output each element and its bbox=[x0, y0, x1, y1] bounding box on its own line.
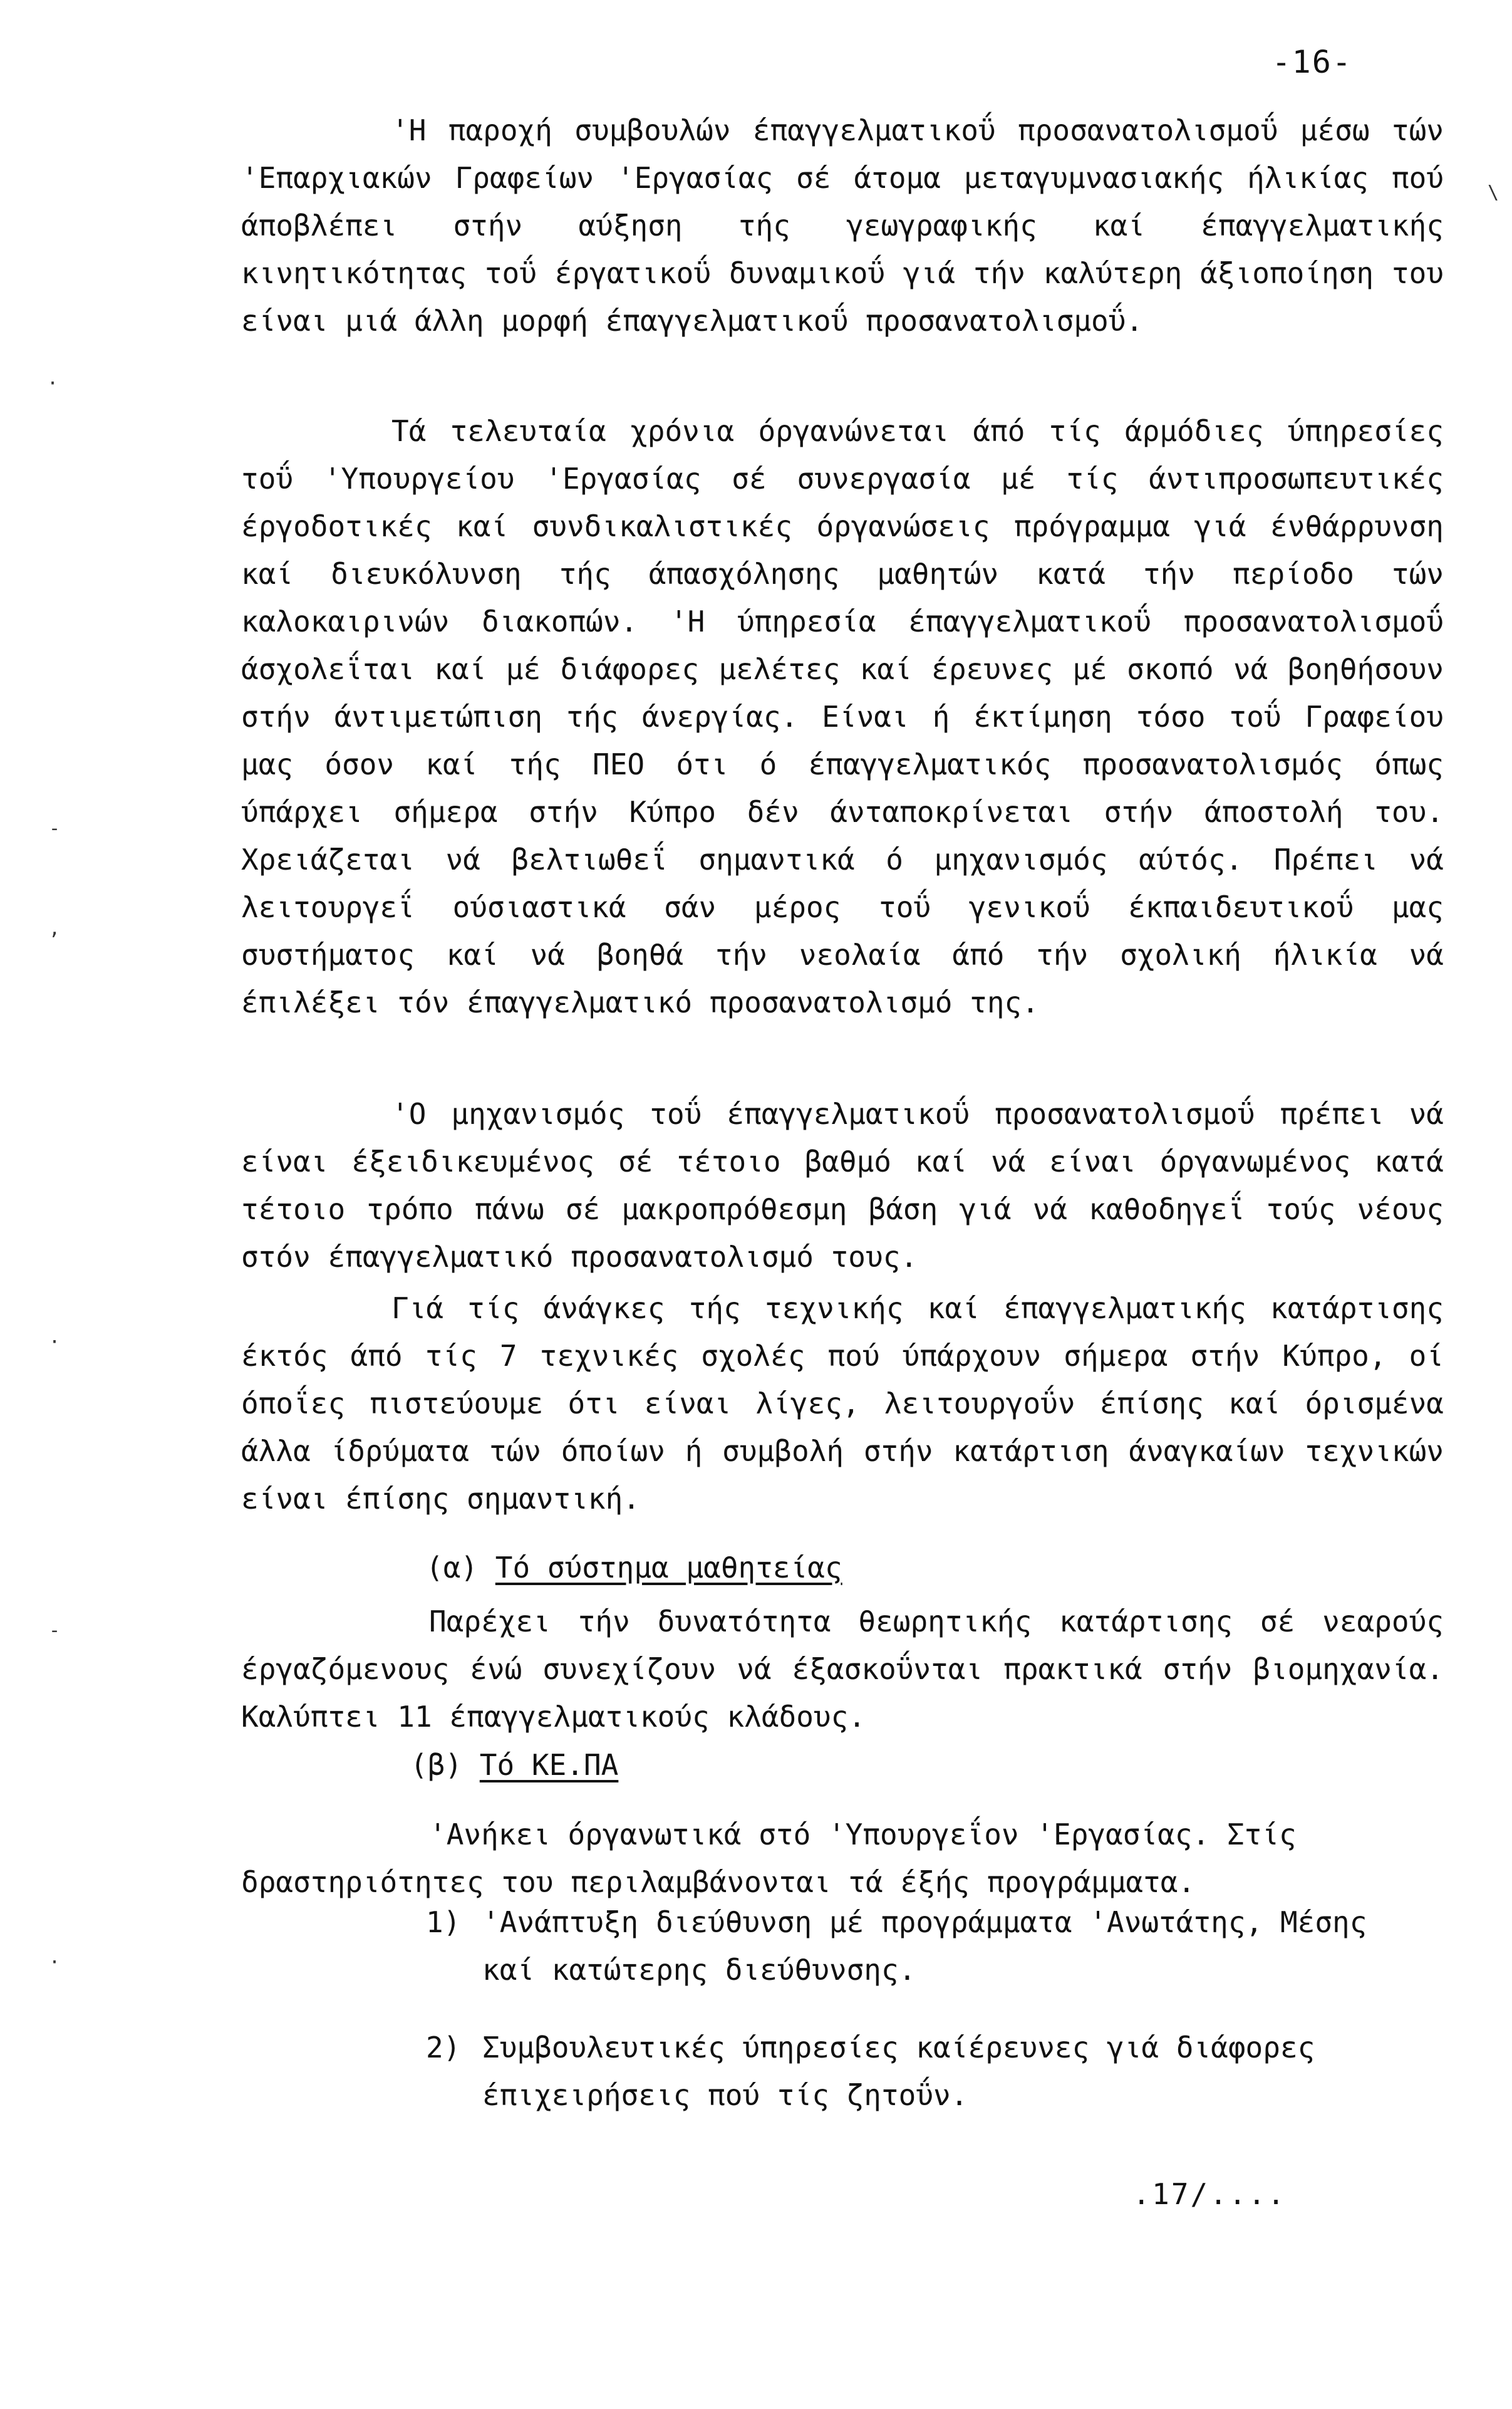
scan-speck: - bbox=[49, 1620, 61, 1642]
paragraph-1: 'Η παροχή συμβουλών έπαγγελματικοΰ προσανατολισμοΰ μέσω τών 'Επαρχιακών Γραφείων 'Εργασίας σέ άτομα μεταγυμνασιακής ήλικίας πού άποβλέπει στήν αύξηση τής γεωγραφικής καί έπαγγελματικής κινητικότητας τοΰ έργατικοΰ δυναμικοΰ γιά τήν καλύτερη άξιοποίηση του είναι μιά άλλη μορφή έπαγγελματικοΰ προσανατολισμοΰ. bbox=[241, 113, 1444, 338]
list-item bbox=[426, 1898, 1390, 1994]
section-a-marker: (α) bbox=[426, 1551, 479, 1584]
scan-speck: - bbox=[49, 818, 61, 840]
section-a-heading bbox=[426, 1551, 842, 1584]
section-a-body: Παρέχει τήν δυνατότητα θεωρητικής κατάρτισης σέ νεαρούς έργαζόμενους ένώ συνεχίζουν νά έξασκοΰνται πρακτικά στήν βιομηχανία. Καλύπτει 11 έπαγγελματικούς κλάδους. bbox=[241, 1605, 1444, 1734]
scan-speck: , bbox=[49, 918, 61, 940]
section-b-heading bbox=[410, 1748, 618, 1782]
list-item-text: Συμβουλευτικές ύπηρεσίες καίέρευνες γιά διάφορες έπιχειρήσεις πού τίς ζητοΰν. bbox=[482, 2031, 1315, 2112]
scan-speck: \ bbox=[1488, 182, 1499, 204]
scan-speck: · bbox=[47, 373, 59, 395]
section-b-title: Τό ΚΕ.ΠΑ bbox=[479, 1748, 619, 1782]
list-item-text: 'Ανάπτυξη διεύθυνση μέ προγράμματα 'Ανωτάτης, Μέσης καί κατώτερης διεύθυνσης. bbox=[482, 1905, 1367, 1987]
scan-speck: · bbox=[49, 1331, 61, 1353]
continuation-marker: .17/.... bbox=[1132, 2177, 1287, 2211]
scan-speck: · bbox=[49, 1952, 61, 1974]
list-item-number: 1) bbox=[426, 1905, 461, 1939]
list-item-number: 2) bbox=[426, 2031, 461, 2064]
section-b-marker: (β) bbox=[410, 1748, 463, 1782]
paragraph-2: Τά τελευταία χρόνια όργανώνεται άπό τίς άρμόδιες ύπηρεσίες τοΰ 'Υπουργείου 'Εργασίας σέ συνεργασία μέ τίς άντιπροσωπευτικές έργοδοτικές καί συνδικαλιστικές όργανώσεις πρόγραμμα γιά ένθάρρυνση καί διευκόλυνση τής άπασχόλησης μαθητών κατά τήν περίοδο τών καλοκαιρινών διακοπών. 'Η ύπηρεσία έπαγγελματικοΰ προσανατολισμοΰ άσχολεΐται καί μέ διάφορες μελέτες καί έρευνες μέ σκοπό νά βοηθήσουν στήν άντιμετώπιση τής άνεργίας. Είναι ή έκτίμηση τόσο τοΰ Γραφείου μας όσον καί τής ΠΕΟ ότι ό έπαγγελματικός προσανατολισμός όπως ύπάρχει σήμερα στήν Κύπρο δέν άνταποκρίνεται στήν άποστολή του. Χρειάζεται νά βελτιωθεΐ σημαντικά ό μηχανισμός αύτός. Πρέπει νά λειτουργεΐ ούσιαστικά σάν μέρος τοΰ γενικοΰ έκπαιδευτικοΰ μας συστήματος καί νά βοηθά τήν νεολαία άπό τήν σχολική ήλικία νά έπιλέξει τόν έπαγγελματικό προσανατολισμό της. bbox=[241, 414, 1444, 1019]
paragraph-3: 'Ο μηχανισμός τοΰ έπαγγελματικοΰ προσανατολισμοΰ πρέπει νά είναι έξειδικευμένος σέ τέτοιο βαθμό καί νά είναι όργανωμένος κατά τέτοιο τρόπο πάνω σέ μακροπρόθεσμη βάση γιά νά καθοδηγεΐ τούς νέους στόν έπαγγελματικό προσανατολισμό τους. bbox=[241, 1097, 1444, 1274]
section-b-body: 'Ανήκει όργανωτικά στό 'Υπουργεΐον 'Εργασίας. Στίς δραστηριότητες του περιλαμβάνονται τά έξής προγράμματα. bbox=[241, 1818, 1297, 1899]
list-item bbox=[426, 2024, 1390, 2119]
section-a-title: Τό σύστημα μαθητείας bbox=[495, 1551, 842, 1584]
paragraph-4: Γιά τίς άνάγκες τής τεχνικής καί έπαγγελματικής κατάρτισης έκτός άπό τίς 7 τεχνικές σχολές πού ύπάρχουν σήμερα στήν Κύπρο, οί όποΐες πιστεύουμε ότι είναι λίγες, λειτουργοΰν έπίσης καί όρισμένα άλλα ίδρύματα τών όποίων ή συμβολή στήν κατάρτιση άναγκαίων τεχνικών είναι έπίσης σημαντική. bbox=[241, 1291, 1444, 1516]
page-number: -16- bbox=[1271, 44, 1352, 80]
